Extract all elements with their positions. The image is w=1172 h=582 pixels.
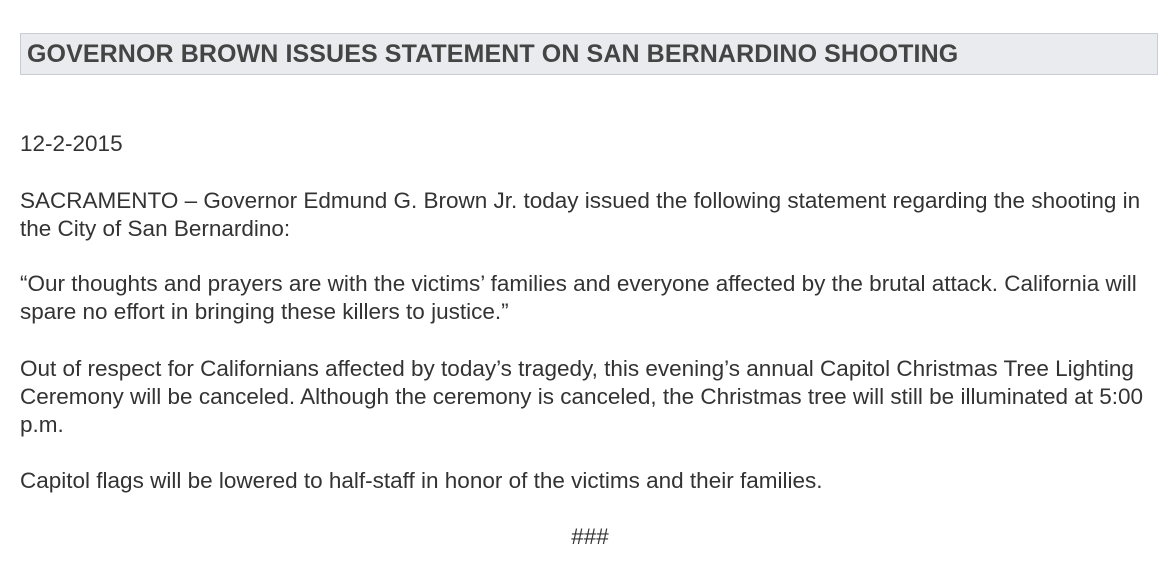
paragraph-quote: “Our thoughts and prayers are with the victims’ families and everyone affected by the brutal attack. California will spare no effort in bringing these killers to justice.”	[20, 271, 1137, 324]
press-release-title: GOVERNOR BROWN ISSUES STATEMENT ON SAN BERNARDINO SHOOTING	[27, 39, 959, 68]
paragraph-intro: SACRAMENTO – Governor Edmund G. Brown Jr. today issued the following statement regarding the shooting in the City of San Bernardino:	[20, 188, 1141, 241]
press-release-title-bar	[20, 33, 1158, 75]
paragraph-flags: Capitol flags will be lowered to half-staff in honor of the victims and their families.	[20, 468, 823, 493]
end-mark: ###	[571, 524, 609, 549]
release-date: 12-2-2015	[20, 131, 123, 156]
paragraph-ceremony: Out of respect for Californians affected by today’s tragedy, this evening’s annual Capitol Christmas Tree Lighting Ceremony will be canceled. Although the ceremony is canceled, the Christmas tree will still be illuminated at 5:00 p.m.	[20, 356, 1144, 437]
